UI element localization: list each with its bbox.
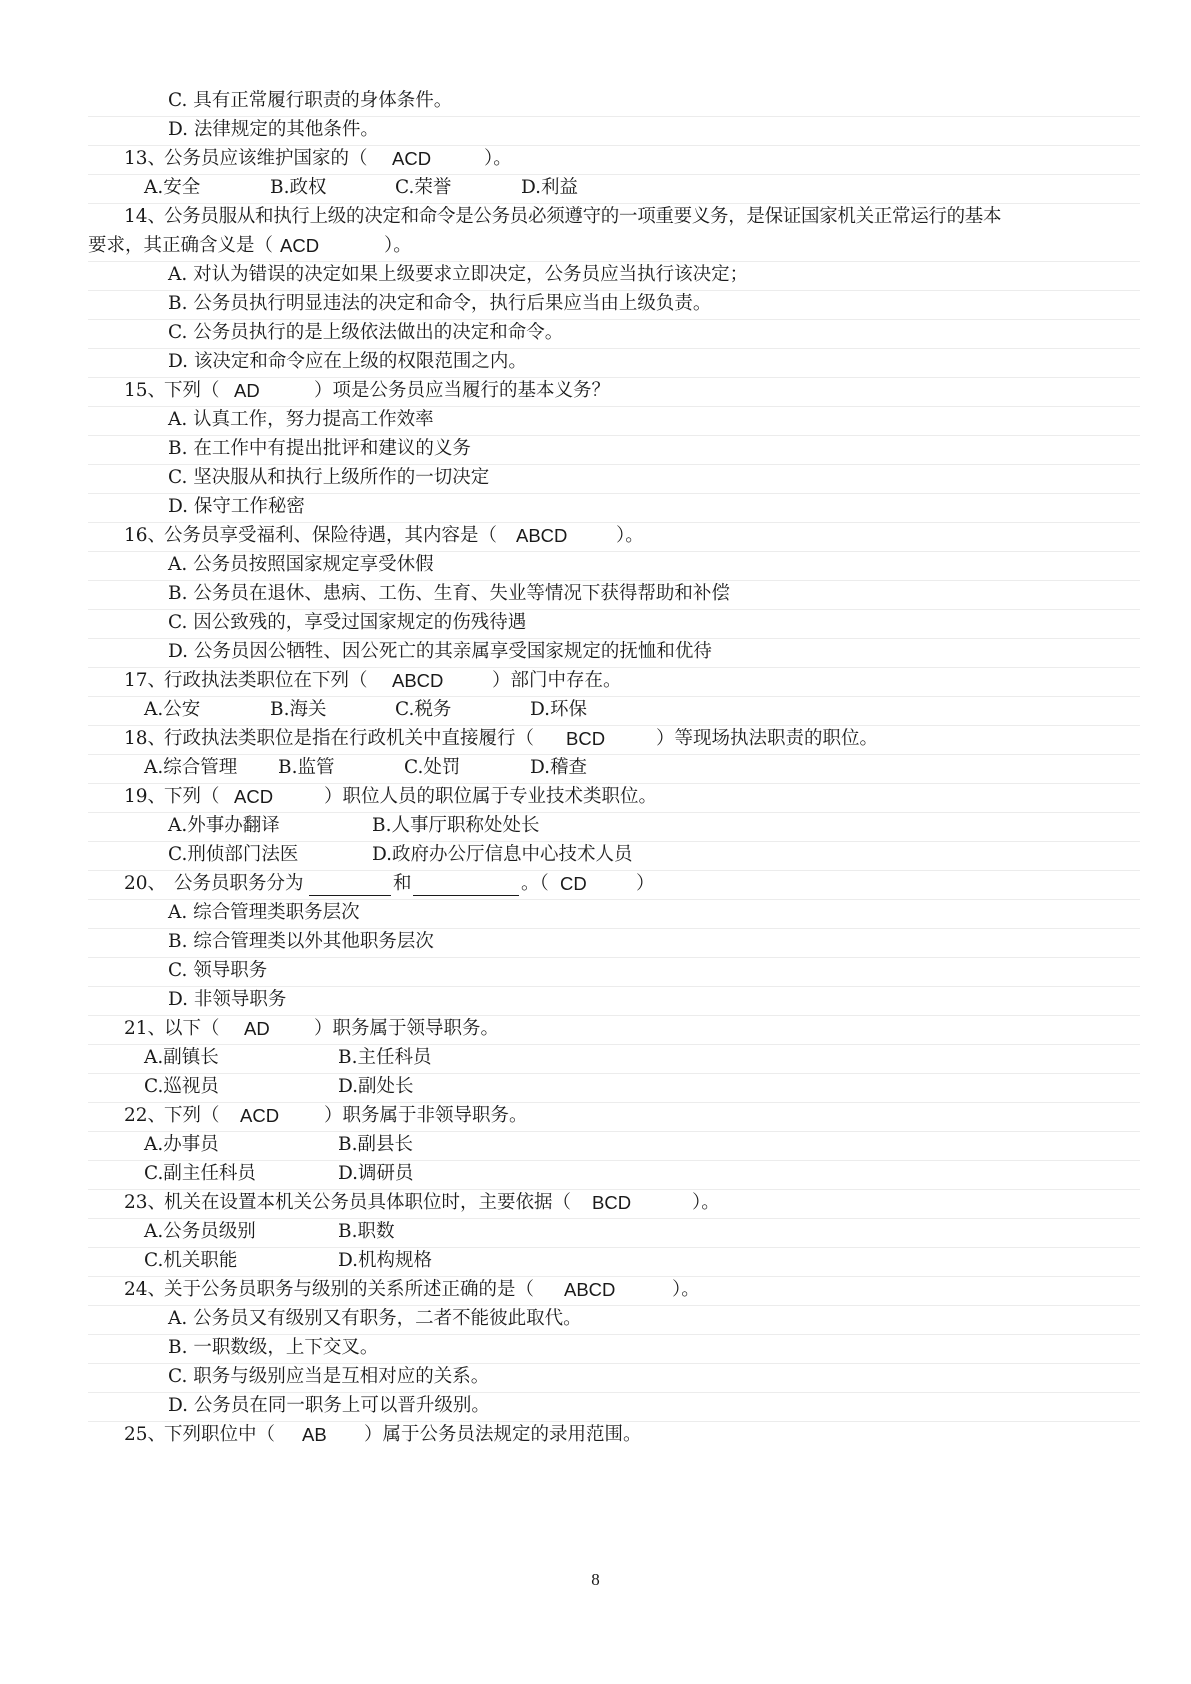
question-stem-end: ）等现场执法职责的职位。 [656,728,879,749]
question-number: 15、 [124,380,167,401]
option-b: B.人事厅职称处处长 [372,815,540,836]
q21-options-row1 [88,1043,1140,1074]
q16-option-d [88,637,1140,668]
q21-stem [88,1014,1140,1045]
q24-option-d [88,1391,1140,1422]
option-text: A. 对认为错误的决定如果上级要求立即决定，公务员应当执行该决定； [168,264,749,285]
question-stem-end: ）职务属于领导职务。 [314,1018,500,1039]
question-stem-end: ）属于公务员法规定的录用范围。 [364,1424,642,1445]
q23-options-row1 [88,1217,1140,1248]
q22-stem [88,1101,1140,1132]
question-number: 19、 [124,786,167,807]
q18-stem [88,724,1140,755]
answer-text: ACD [392,148,432,169]
q24-stem [88,1275,1140,1306]
option-text: D. 公务员因公牺牲、因公死亡的其亲属享受国家规定的抚恤和优待 [168,641,712,662]
option-b: B.职数 [338,1221,395,1242]
option-a: A.公安 [144,699,201,720]
option-a: A.公务员级别 [144,1221,256,1242]
option-c: C.税务 [395,699,452,720]
q19-options-row1 [88,811,1140,842]
q15-option-a [88,405,1140,436]
fill-blank-1 [309,873,391,896]
answer-text: ACD [280,235,320,256]
question-stem: 要求，其正确含义是（ [88,235,274,256]
question-stem-end: ）职务属于非领导职务。 [324,1105,528,1126]
question-number: 20、 [124,873,167,894]
question-stem: 下列职位中（ [164,1424,276,1445]
question-stem-end-paren: 。（ [521,873,549,894]
option-d: D.调研员 [338,1163,414,1184]
option-d: D.政府办公厅信息中心技术人员 [372,844,633,865]
q24-option-c [88,1362,1140,1393]
answer-text: AB [302,1424,327,1445]
q14-option-a [88,260,1140,291]
question-number: 17、 [124,670,167,691]
question-stem: 下列（ [164,786,220,807]
question-stem: 行政执法类职位是指在行政机关中直接履行（ [164,728,535,749]
question-stem: 机关在设置本机关公务员具体职位时，主要依据（ [164,1192,572,1213]
option-text: A. 公务员又有级别又有职务，二者不能彼此取代。 [168,1308,582,1329]
q16-option-a [88,550,1140,581]
question-stem-end: ）项是公务员应当履行的基本义务？ [314,380,611,401]
question-number: 24、 [124,1279,167,1300]
q22-options-row1 [88,1130,1140,1161]
option-text: D. 非领导职务 [168,989,287,1010]
option-text: C. 坚决服从和执行上级所作的一切决定 [168,467,490,488]
q12-option-c [88,86,1140,117]
option-c: C.处罚 [404,757,461,778]
option-text: D. 法律规定的其他条件。 [168,119,379,140]
answer-text: ACD [240,1105,280,1126]
question-stem-end: ）职位人员的职位属于专业技术类职位。 [324,786,658,807]
option-text: D. 公务员在同一职务上可以晋升级别。 [168,1395,490,1416]
option-a: A.副镇长 [144,1047,219,1068]
question-stem-end: ）。 [484,148,512,169]
option-d: D.环保 [530,699,588,720]
q23-stem [88,1188,1140,1219]
q14-option-c [88,318,1140,349]
question-number: 21、 [124,1018,167,1039]
q22-options-row2 [88,1159,1140,1190]
option-d: D.机构规格 [338,1250,433,1271]
q16-option-b [88,579,1140,610]
question-stem: 公务员应该维护国家的（ [164,148,368,169]
answer-text: AD [244,1018,270,1039]
q15-option-b [88,434,1140,465]
option-text: B. 公务员在退休、患病、工伤、生育、失业等情况下获得帮助和补偿 [168,583,730,604]
question-stem: 以下（ [164,1018,220,1039]
answer-text: CD [560,873,587,894]
q17-stem [88,666,1140,697]
q12-option-d [88,115,1140,146]
q13-stem [88,144,1140,175]
option-text: C. 因公致残的，享受过国家规定的伤残待遇 [168,612,527,633]
question-stem-end: ） [636,873,655,894]
option-text: C. 具有正常履行职责的身体条件。 [168,90,453,111]
answer-text: BCD [566,728,606,749]
q15-option-d [88,492,1140,523]
question-number: 23、 [124,1192,167,1213]
option-text: D. 该决定和命令应在上级的权限范围之内。 [168,351,527,372]
option-text: C. 职务与级别应当是互相对应的关系。 [168,1366,490,1387]
q17-options [88,695,1140,726]
question-stem: 行政执法类职位在下列（ [164,670,368,691]
answer-text: ABCD [392,670,444,691]
q18-options [88,753,1140,784]
option-b: B.主任科员 [338,1047,432,1068]
question-number: 13、 [124,148,167,169]
answer-text: ABCD [564,1279,616,1300]
q13-options [88,173,1140,204]
question-stem: 关于公务员职务与级别的关系所述正确的是（ [164,1279,535,1300]
option-text: B. 一职数级，上下交叉。 [168,1337,379,1358]
q21-options-row2 [88,1072,1140,1103]
question-number: 18、 [124,728,167,749]
option-text: D. 保守工作秘密 [168,496,305,517]
q14-stem-line2 [88,231,1140,262]
q14-option-d [88,347,1140,378]
option-c: C.刑侦部门法医 [168,844,299,865]
option-text: C. 领导职务 [168,960,268,981]
question-stem: 公务员职务分为 [174,873,304,894]
option-d: D.利益 [521,177,579,198]
question-stem-end: ）。 [384,235,412,256]
q19-options-row2 [88,840,1140,871]
question-stem-end: ）。 [692,1192,720,1213]
question-stem-mid: 和 [393,873,412,894]
q20-option-d [88,985,1140,1016]
option-b: B.政权 [270,177,327,198]
option-text: A. 公务员按照国家规定享受休假 [168,554,434,575]
question-stem: 公务员享受福利、保险待遇，其内容是（ [164,525,498,546]
question-stem-end: ）。 [616,525,644,546]
option-a: A.办事员 [144,1134,219,1155]
q20-option-b [88,927,1140,958]
answer-text: BCD [592,1192,632,1213]
q20-stem [88,869,1140,900]
question-number: 14、 [124,206,167,227]
option-d: D.副处长 [338,1076,414,1097]
option-a: A.安全 [144,177,201,198]
option-c: C.荣誉 [395,177,452,198]
option-b: B.海关 [270,699,327,720]
question-number: 25、 [124,1424,167,1445]
q20-option-a [88,898,1140,929]
answer-text: ABCD [516,525,568,546]
q19-stem [88,782,1140,813]
question-number: 16、 [124,525,167,546]
q15-stem [88,376,1140,407]
q25-stem [88,1420,1140,1451]
answer-text: AD [234,380,260,401]
q15-option-c [88,463,1140,494]
question-stem: 下列（ [164,1105,220,1126]
q16-stem [88,521,1140,552]
option-text: C. 公务员执行的是上级依法做出的决定和命令。 [168,322,564,343]
q20-option-c [88,956,1140,987]
question-number: 22、 [124,1105,167,1126]
q14-option-b [88,289,1140,320]
answer-text: ACD [234,786,274,807]
q16-option-c [88,608,1140,639]
q24-option-a [88,1304,1140,1335]
option-b: B.副县长 [338,1134,413,1155]
option-text: B. 在工作中有提出批评和建议的义务 [168,438,471,459]
page-number: 8 [591,1570,600,1589]
option-b: B.监管 [278,757,335,778]
fill-blank-2 [413,873,519,896]
option-a: A.外事办翻译 [168,815,280,836]
question-stem-end: ）。 [672,1279,700,1300]
option-text: B. 综合管理类以外其他职务层次 [168,931,434,952]
question-stem-end: ）部门中存在。 [492,670,622,691]
q23-options-row2 [88,1246,1140,1277]
option-c: C.巡视员 [144,1076,219,1097]
question-stem: 下列（ [164,380,220,401]
option-text: B. 公务员执行明显违法的决定和命令，执行后果应当由上级负责。 [168,293,712,314]
question-stem: 公务员服从和执行上级的决定和命令是公务员必须遵守的一项重要义务，是保证国家机关正常运行的基本 [164,206,1002,227]
option-c: C.机关职能 [144,1250,238,1271]
option-c: C.副主任科员 [144,1163,256,1184]
option-d: D.稽查 [530,757,588,778]
q24-option-b [88,1333,1140,1364]
option-text: A. 综合管理类职务层次 [168,902,360,923]
option-text: A. 认真工作，努力提高工作效率 [168,409,434,430]
q14-stem-line1 [88,202,1140,233]
option-a: A.综合管理 [144,757,238,778]
